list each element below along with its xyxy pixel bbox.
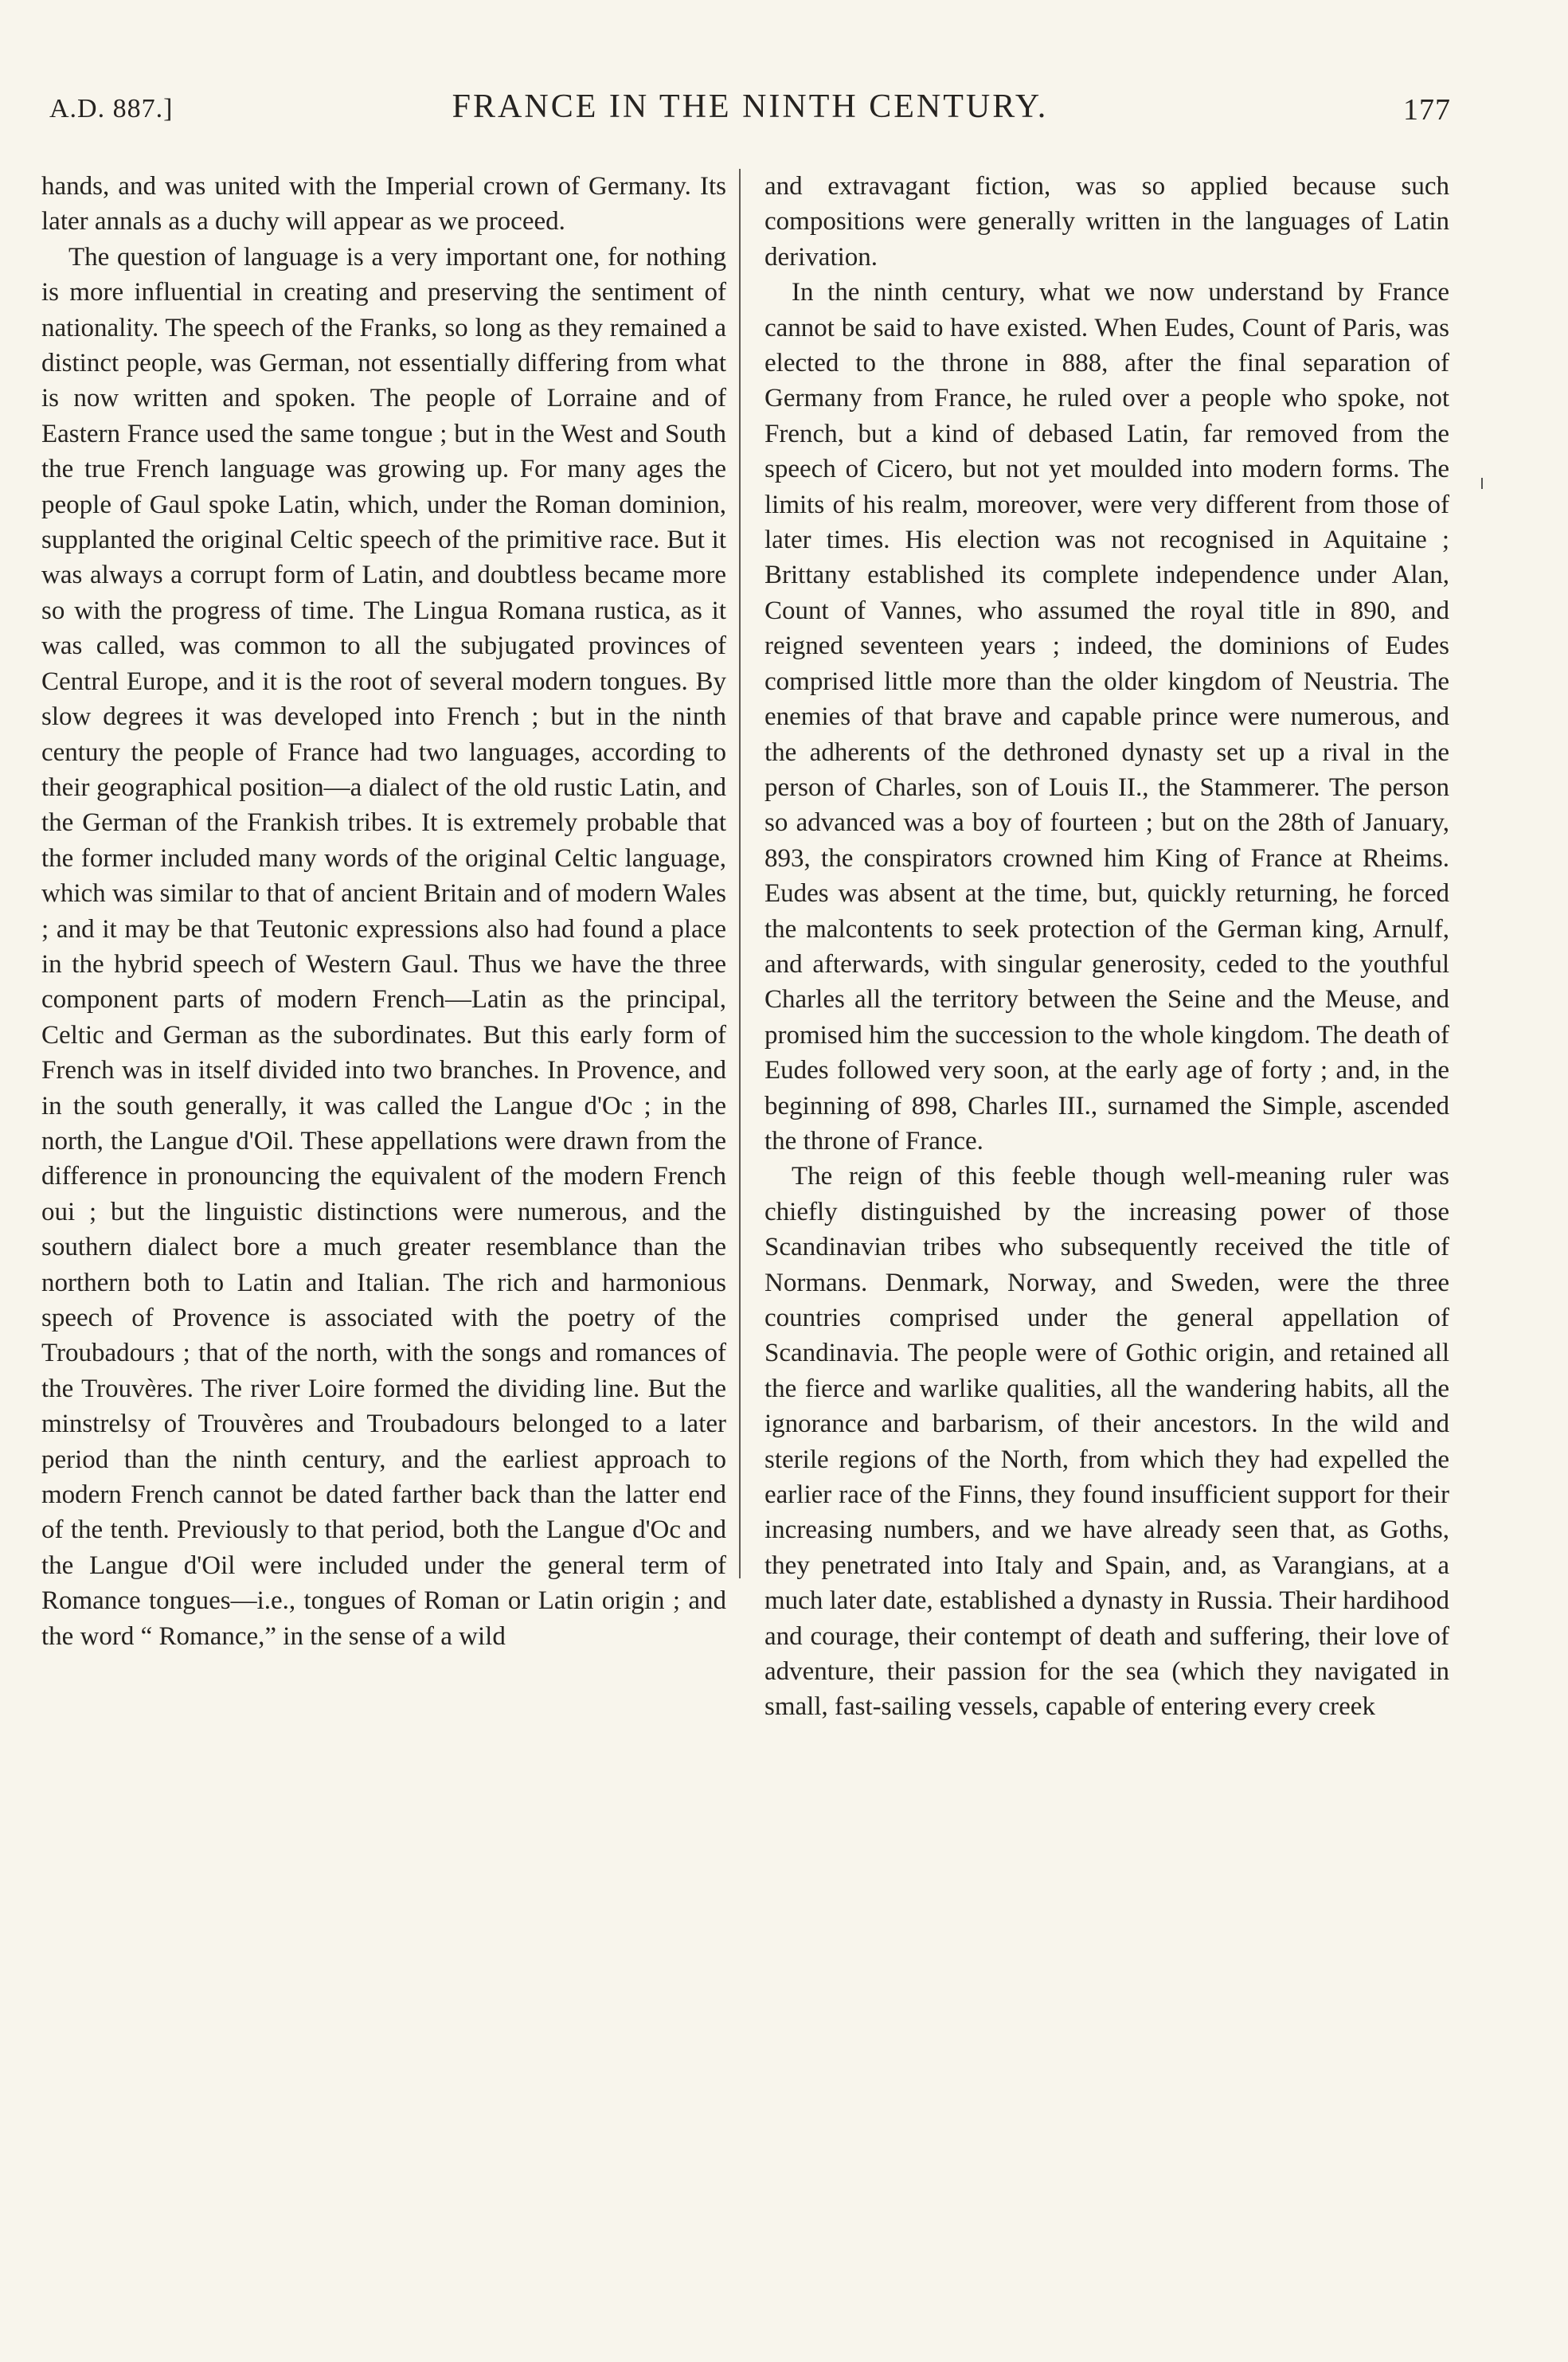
paragraph: The reign of this feeble though well-meaning ruler was chiefly distinguished by the increasing power of those Scandinavian tribes who subsequently received the title of Normans. Denmark, Norway, and Sweden, were the three countries comprised under the general appellation of Scandinavia. The people were of Gothic origin, and retained all the fierce and warlike qualities, all the wandering habits, all the ignorance and barbarism, of their ancestors. In the wild and sterile regions of the North, from which they had expelled the earlier race of the Finns, they found insufficient support for their increasing numbers, and we have already seen that, as Goths, they penetrated into Italy and Spain, and, as Varangians, at a much later date, established a dynasty in Russia. Their hardihood and courage, their contempt of death and suffering, their love of adventure, their passion for the sea (which they navigated in small, fast-sailing vessels, capable of entering every creek <box>764 1162 1449 1722</box>
page-number: 177 <box>1403 93 1451 127</box>
column-divider <box>739 169 741 1578</box>
page-title: FRANCE IN THE NINTH CENTURY. <box>452 88 1049 125</box>
margin-mark <box>1481 478 1483 489</box>
paragraph: In the ninth century, what we now understand by France cannot be said to have existed. When Eudes, Count of Paris, was elected to the throne in 888, after the final separation of Germany from France, he ruled over a people who spoke, not French, but a kind of debased Latin, far removed from the speech of Cicero, but not yet moulded into modern forms. The limits of his realm, moreover, were very different from those of later times. His election was not recognised in Aquitaine ; Brittany established its complete independence under Alan, Count of Vannes, who assumed the royal title in 890, and reigned seventeen years ; indeed, the dominions of Eudes comprised little more than the older kingdom of Neustria. The enemies of that brave and capable prince were numerous, and the adherents of the dethroned dynasty set up a rival in the person of Charles, son of Louis II., the Stammerer. The person so advanced was a boy of fourteen ; but on the 28th of January, 893, the conspirators crowned him King of France at Rheims. Eudes was absent at the time, but, quickly returning, he forced the malcontents to seek protection of the German king, Arnulf, and afterwards, with singular generosity, ceded to the youthful Charles all the territory between the Seine and the Meuse, and promised him the succession to the whole kingdom. The death of Eudes followed very soon, at the early age of forty ; and, in the beginning of 898, Charles III., surnamed the Simple, ascended the throne of France. <box>764 278 1449 1156</box>
right-column <box>764 169 1449 1725</box>
paragraph: hands, and was united with the Imperial crown of Germany. Its later annals as a duchy will appear as we proceed. <box>41 172 726 237</box>
running-header <box>49 88 1451 135</box>
header-date: A.D. 887.] <box>49 94 174 123</box>
paragraph: and extravagant fiction, was so applied because such compositions were generally written in the languages of Latin derivation. <box>764 172 1449 272</box>
left-column <box>41 169 726 1654</box>
paragraph: The question of language is a very important one, for nothing is more influential in creating and preserving the sentiment of nationality. The speech of the Franks, so long as they remained a distinct people, was German, not essentially differing from what is now written and spoken. The people of Lorraine and of Eastern France used the same tongue ; but in the West and South the true French language was growing up. For many ages the people of Gaul spoke Latin, which, under the Roman dominion, supplanted the original Celtic speech of the primitive race. But it was always a corrupt form of Latin, and doubtless became more so with the progress of time. The Lingua Romana rustica, as it was called, was common to all the subjugated provinces of Central Europe, and it is the root of several modern tongues. By slow degrees it was developed into French ; but in the ninth century the people of France had two languages, according to their geographical position—a dialect of the old rustic Latin, and the German of the Frankish tribes. It is extremely probable that the former included many words of the original Celtic language, which was similar to that of ancient Britain and of modern Wales ; and it may be that Teutonic expressions also had found a place in the hybrid speech of Western Gaul. Thus we have the three component parts of modern French—Latin as the principal, Celtic and German as the subordinates. But this early form of French was in itself divided into two branches. In Provence, and in the south generally, it was called the Langue d'Oc ; in the north, the Langue d'Oil. These appellations were drawn from the difference in pronouncing the equivalent of the modern French oui ; but the linguistic distinctions were numerous, and the southern dialect bore a much greater resemblance than the northern both to Latin and Italian. The rich and harmonious speech of Provence is associated with the poetry of the Troubadours ; that of the north, with the songs and romances of the Trouvères. The river Loire formed the dividing line. But the minstrelsy of Trouvères and Troubadours belonged to a later period than the ninth century, and the earliest approach to modern French cannot be dated farther back than the latter end of the tenth. Previously to that period, both the Langue d'Oc and the Langue d'Oil were included under the general term of Romance tongues—i.e., tongues of Roman or Latin origin ; and the word “ Romance,” in the sense of a wild <box>41 242 726 1651</box>
